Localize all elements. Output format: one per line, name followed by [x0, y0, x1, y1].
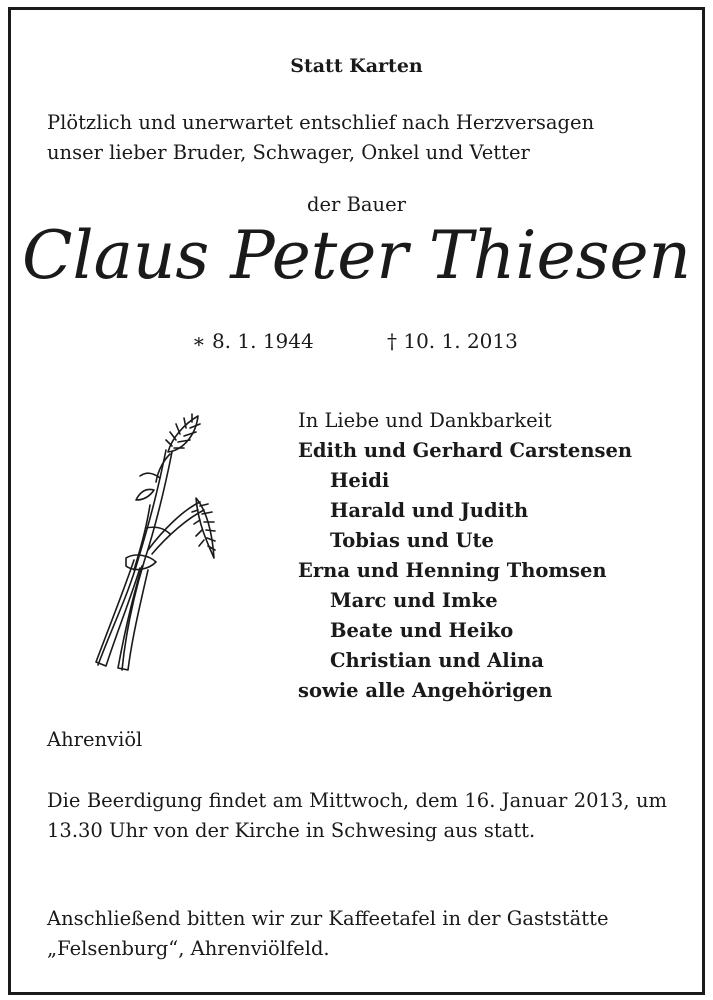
intro-text: [47, 108, 667, 168]
deceased-name: Claus Peter Thiesen: [21, 217, 692, 294]
wheat-sheaf-icon: [88, 410, 228, 680]
family-line: Edith und Gerhard Carstensen: [298, 439, 633, 462]
header-text: Statt Karten: [290, 55, 423, 77]
family-line: sowie alle Angehörigen: [298, 679, 553, 702]
family-line: Beate und Heiko: [330, 619, 514, 642]
funeral-notice: Die Beerdigung findet am Mittwoch, dem 16. Januar 2013, um 13.30 Uhr von der Kirche in Schwesing aus statt.: [47, 789, 667, 842]
intro-line-1: Plötzlich und unerwartet entschlief nach Herzversagen: [47, 111, 595, 134]
reception-line-2: „Felsenburg“, Ahrenviölfeld.: [47, 937, 330, 960]
family-intro: In Liebe und Dankbarkeit: [298, 409, 552, 432]
death-date: † 10. 1. 2013: [387, 329, 518, 353]
family-line: Christian und Alina: [330, 649, 544, 672]
family-line: Harald und Judith: [330, 499, 529, 522]
intro-line-2: unser lieber Bruder, Schwager, Onkel und Vetter: [47, 141, 530, 164]
family-line: Marc und Imke: [330, 589, 498, 612]
reception-line-1: Anschließend bitten wir zur Kaffeetafel in der Gaststätte: [47, 907, 609, 930]
place-name: Ahrenviöl: [47, 728, 143, 751]
family-line: Heidi: [330, 469, 390, 492]
reception-notice: [47, 904, 667, 964]
occupation: der Bauer: [307, 193, 406, 216]
family-line: Erna und Henning Thomsen: [298, 559, 607, 582]
birth-date: ∗ 8. 1. 1944: [192, 329, 314, 353]
family-list: [298, 406, 632, 706]
family-line: Tobias und Ute: [330, 529, 494, 552]
